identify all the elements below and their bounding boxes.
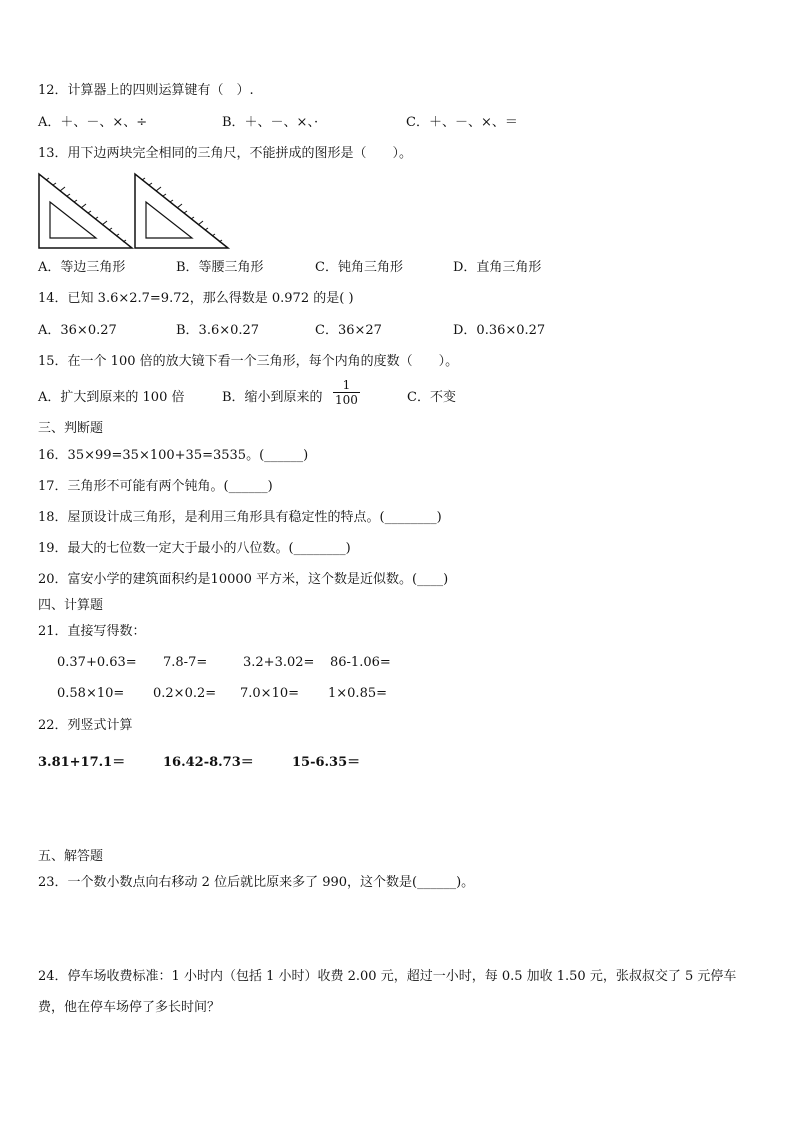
section-heading-answer: 五、解答题 bbox=[38, 849, 104, 864]
triangle-ruler-1-icon bbox=[38, 172, 134, 250]
question-12-stem: 12．计算器上的四则运算键有（ ）. bbox=[38, 83, 254, 98]
q12-option-c: C．＋、－、×、＝ bbox=[406, 115, 518, 130]
q13-option-d: D．直角三角形 bbox=[453, 260, 542, 275]
question-16: 16．35×99=35×100+35=3535。(______) bbox=[38, 448, 309, 463]
q21-item: 7.8-7= bbox=[163, 655, 208, 670]
question-14-stem: 14．已知 3.6×2.7=9.72，那么得数是 0.972 的是( ) bbox=[38, 291, 354, 306]
question-20: 20．富安小学的建筑面积约是10000 平方米，这个数是近似数。(____) bbox=[38, 572, 449, 587]
q12-option-a: A．＋、－、×、÷ bbox=[38, 115, 148, 130]
q15-option-b: B．缩小到原来的 bbox=[222, 390, 323, 405]
section-heading-calculation: 四、计算题 bbox=[38, 598, 104, 613]
q13-option-b: B．等腰三角形 bbox=[176, 260, 264, 275]
q21-item: 0.2×0.2= bbox=[153, 686, 217, 701]
q14-option-b: B．3.6×0.27 bbox=[176, 323, 260, 338]
q15-option-a: A．扩大到原来的 100 倍 bbox=[38, 390, 185, 405]
q14-option-a: A．36×0.27 bbox=[38, 323, 117, 338]
q22-item: 3.81+17.1＝ bbox=[38, 755, 126, 770]
question-17: 17．三角形不可能有两个钝角。(______) bbox=[38, 479, 273, 494]
question-18: 18．屋顶设计成三角形，是利用三角形具有稳定性的特点。(________) bbox=[38, 510, 442, 525]
q21-item: 3.2+3.02= bbox=[243, 655, 315, 670]
q21-item: 0.37+0.63= bbox=[57, 655, 137, 670]
q21-item: 7.0×10= bbox=[240, 686, 300, 701]
q22-item: 16.42-8.73＝ bbox=[163, 755, 254, 770]
question-22-stem: 22．列竖式计算 bbox=[38, 718, 133, 733]
q13-option-a: A．等边三角形 bbox=[38, 260, 126, 275]
question-15-stem: 15．在一个 100 倍的放大镜下看一个三角形，每个内角的度数（ ）。 bbox=[38, 354, 459, 369]
question-13-stem: 13．用下边两块完全相同的三角尺，不能拼成的图形是（ ）。 bbox=[38, 146, 413, 161]
question-24-line-2: 费，他在停车场停了多长时间？ bbox=[38, 1000, 221, 1015]
question-21-stem: 21．直接写得数： bbox=[38, 624, 146, 639]
fraction-denominator: 100 bbox=[335, 393, 358, 407]
q21-item: 0.58×10= bbox=[57, 686, 125, 701]
fraction-numerator: 1 bbox=[342, 378, 351, 392]
section-heading-judgement: 三、判断题 bbox=[38, 421, 104, 436]
q21-item: 86-1.06= bbox=[330, 655, 391, 670]
q12-option-b: B．＋、－、×、· bbox=[222, 115, 319, 130]
q15-option-c: C．不变 bbox=[407, 390, 456, 405]
q22-item: 15-6.35＝ bbox=[292, 755, 361, 770]
q15-fraction bbox=[333, 378, 360, 407]
q21-item: 1×0.85= bbox=[328, 686, 388, 701]
triangle-ruler-2-icon bbox=[134, 172, 230, 250]
q14-option-c: C．36×27 bbox=[315, 323, 382, 338]
q14-option-d: D．0.36×0.27 bbox=[453, 323, 546, 338]
question-24-line-1: 24．停车场收费标准：1 小时内（包括 1 小时）收费 2.00 元，超过一小时，每 0.5 加收 1.50 元，张叔叔交了 5 元停车 bbox=[38, 969, 737, 984]
question-23: 23．一个数小数点向右移动 2 位后就比原来多了 990，这个数是(______)。 bbox=[38, 875, 475, 890]
q13-option-c: C．钝角三角形 bbox=[315, 260, 403, 275]
question-19: 19．最大的七位数一定大于最小的八位数。(________) bbox=[38, 541, 351, 556]
